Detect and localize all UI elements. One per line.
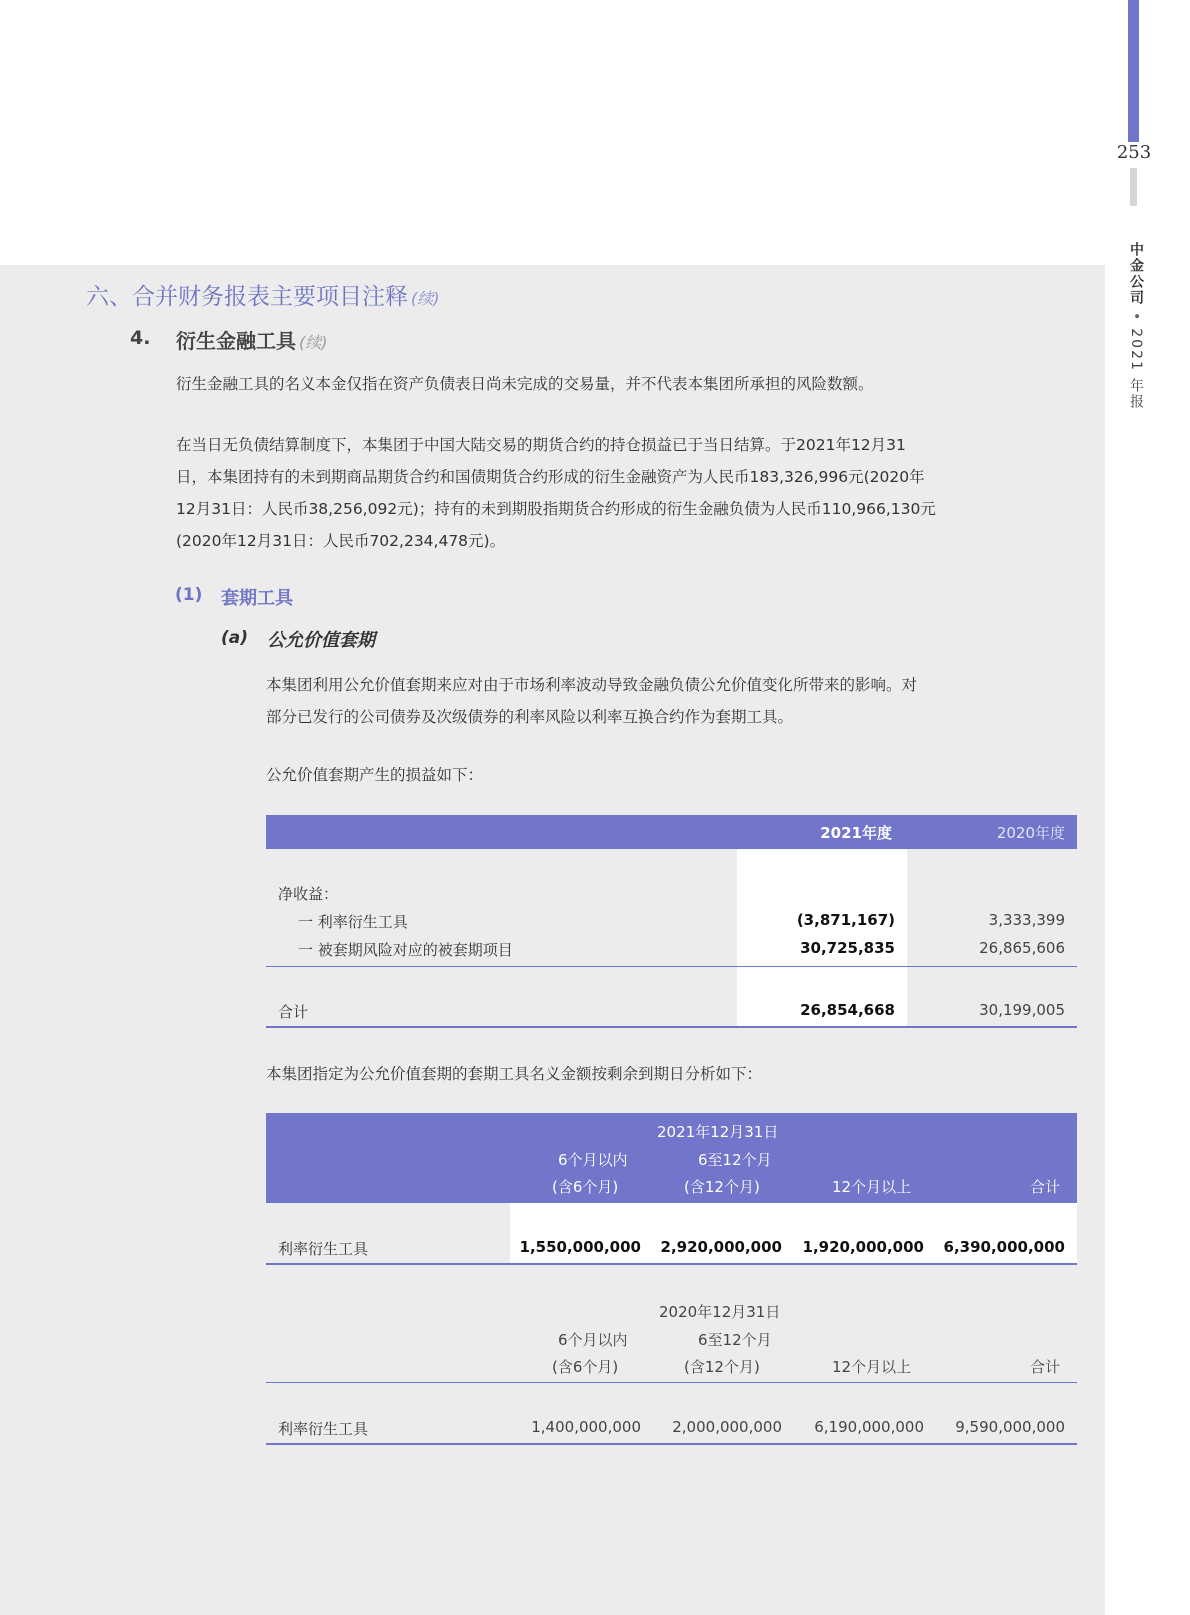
table2-header xyxy=(266,1113,1077,1203)
paragraph-gains-intro: 公允价值套期产生的损益如下： xyxy=(266,766,484,784)
paragraph-futures: 在当日无负债结算制度下，本集团于中国大陆交易的期货合约的持仓损益已于当日结算。于2021年12月31 日，本集团持有的未到期商品期货合约和国债期货合约形成的衍生金融资产为人民币183,326,996元(2020年 12月31日：人民币38,256,092元)；持有的未到期股指期货合约形成的衍生金融负债为人民币110,966,130元 (2020年12月31日：人民币702,234,478元)。 xyxy=(176,436,936,550)
table2-bottom-rule xyxy=(266,1263,1077,1265)
table-row: 一 被套期风险对应的被套期项目 30,725,835 26,865,606 xyxy=(298,939,1065,959)
subheading-a-number: (a) xyxy=(221,628,249,648)
paragraph-maturity-intro: 本集团指定为公允价值套期的套期工具名义金额按剩余到期日分析如下： xyxy=(266,1065,763,1083)
table3-col2-line1: 6至12个月 xyxy=(698,1331,772,1349)
table1-group-label-row xyxy=(266,883,1077,907)
table3-header-rule xyxy=(266,1382,1077,1383)
separator-dot: • xyxy=(1128,312,1144,323)
paragraph-fair-value-hedge: 本集团利用公允价值套期来应对由于市场利率波动导致金融负债公允价值变化所带来的影响。对 部分已发行的公司债券及次级债券的利率风险以利率互换合约作为套期工具。 xyxy=(266,676,918,726)
sidebar-report-label xyxy=(1124,242,1148,410)
subheading-1-number: (1) xyxy=(175,585,203,605)
table1-col-2021: 2021年度 xyxy=(820,824,892,842)
table1-total-row: 合计 26,854,668 30,199,005 xyxy=(278,1001,1065,1021)
table1-header xyxy=(266,815,1077,849)
table1-bottom-rule xyxy=(266,1026,1077,1028)
table3-col2-line2: (含12个月) xyxy=(684,1358,760,1376)
report-year: 2021 年报 xyxy=(1128,328,1144,411)
table2-date: 2021年12月31日 xyxy=(657,1123,779,1141)
table3-bottom-rule xyxy=(266,1443,1077,1445)
page-number: 253 xyxy=(1116,142,1152,163)
table2-col2-line2: (含12个月) xyxy=(684,1178,760,1196)
table-row: 一 利率衍生工具 (3,871,167) 3,333,399 xyxy=(298,911,1065,931)
table2-col1-line1: 6个月以内 xyxy=(558,1151,628,1169)
brand-name: 中金公司 xyxy=(1128,242,1144,306)
table3-col1-line1: 6个月以内 xyxy=(558,1331,628,1349)
sidebar-accent-bar xyxy=(1128,0,1139,142)
subheading-a-title: 公允价值套期 xyxy=(267,630,375,651)
table3-header xyxy=(266,1293,1077,1383)
table-row: 利率衍生工具 1,550,000,000 2,920,000,000 1,920,000,000 6,390,000,000 xyxy=(278,1238,1065,1258)
table2-col1-line2: (含6个月) xyxy=(552,1178,619,1196)
paragraph-notional: 衍生金融工具的名义本金仅指在资产负债表日尚未完成的交易量，并不代表本集团所承担的风险数额。 xyxy=(176,375,874,393)
table3-col3: 12个月以上 xyxy=(832,1358,912,1376)
table2-col3: 12个月以上 xyxy=(832,1178,912,1196)
subsection-title: 衍生金融工具 (续) xyxy=(176,329,328,353)
section-title: 六、合并财务报表主要项目注释 (续) xyxy=(86,284,440,310)
table1-group-label: 净收益： xyxy=(278,885,339,903)
table1-col-2020: 2020年度 xyxy=(996,824,1065,842)
table1-subtotal-rule xyxy=(266,966,1077,967)
subsection-number: 4. xyxy=(130,327,151,349)
subsection-continued: (续) xyxy=(299,333,328,352)
sidebar-grey-bar xyxy=(1130,168,1137,206)
table-row: 利率衍生工具 1,400,000,000 2,000,000,000 6,190,000,000 9,590,000,000 xyxy=(278,1418,1065,1438)
table3-date: 2020年12月31日 xyxy=(659,1303,781,1321)
section-continued: (续) xyxy=(411,289,440,308)
table2-col4: 合计 xyxy=(1030,1178,1061,1196)
table3-col4: 合计 xyxy=(1030,1358,1061,1376)
table3-col1-line2: (含6个月) xyxy=(552,1358,619,1376)
table2-col2-line1: 6至12个月 xyxy=(698,1151,772,1169)
subheading-1-title: 套期工具 xyxy=(221,588,293,609)
